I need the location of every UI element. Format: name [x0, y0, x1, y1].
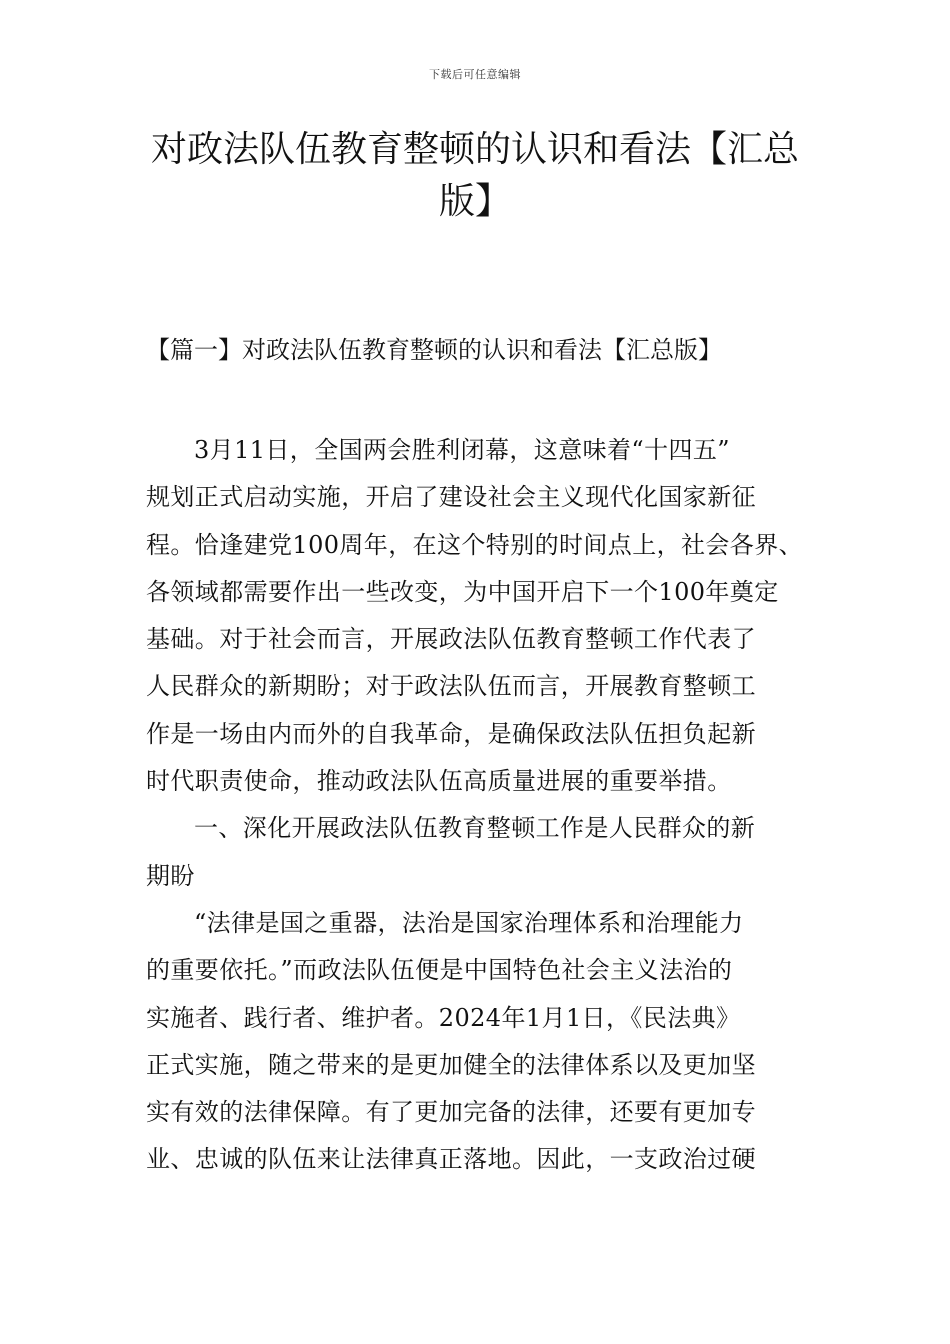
- body-line: 时代职责使命，推动政法队伍高质量进展的重要举措。: [146, 767, 732, 796]
- body-line: 一、深化开展政法队伍教育整顿工作是人民群众的新: [194, 814, 756, 843]
- body-line: 作是一场由内而外的自我革命，是确保政法队伍担负起新: [146, 719, 756, 748]
- section-heading: 【篇一】对政法队伍教育整顿的认识和看法【汇总版】: [146, 336, 722, 364]
- body-line: 实施者、践行者、维护者。2024年1月1日，《民法典》: [146, 1003, 741, 1032]
- body-line: “法律是国之重器，法治是国家治理体系和治理能力: [194, 908, 744, 937]
- body-line: 基础。对于社会而言，开展政法队伍教育整顿工作代表了: [146, 625, 756, 654]
- body-line: 规划正式启动实施，开启了建设社会主义现代化国家新征: [146, 483, 756, 512]
- page-header-note: 下载后可任意编辑: [429, 68, 521, 81]
- body-line: 人民群众的新期盼；对于政法队伍而言，开展教育整顿工: [146, 672, 756, 701]
- body-line: 程。恰逢建党100周年，在这个特别的时间点上，社会各界、: [146, 530, 804, 559]
- body-line: 3月11日，全国两会胜利闭幕，这意味着“十四五”: [194, 436, 730, 464]
- document-title-line: 对政法队伍教育整顿的认识和看法【汇总: [150, 129, 799, 170]
- body-text: [146, 427, 826, 1184]
- body-line: 各领域都需要作出一些改变，为中国开启下一个100年奠定: [146, 577, 779, 606]
- body-line: 业、忠诚的队伍来让法律真正落地。因此，一支政治过硬: [146, 1145, 756, 1174]
- body-line: 期盼: [146, 861, 195, 890]
- body-line: 正式实施，随之带来的是更加健全的法律体系以及更加坚: [146, 1050, 756, 1079]
- document-title: [140, 124, 810, 228]
- body-line: 实有效的法律保障。有了更加完备的法律，还要有更加专: [146, 1098, 756, 1127]
- body-line: 的重要依托。”而政法队伍便是中国特色社会主义法治的: [146, 956, 733, 985]
- document-title-line: 版】: [438, 181, 511, 222]
